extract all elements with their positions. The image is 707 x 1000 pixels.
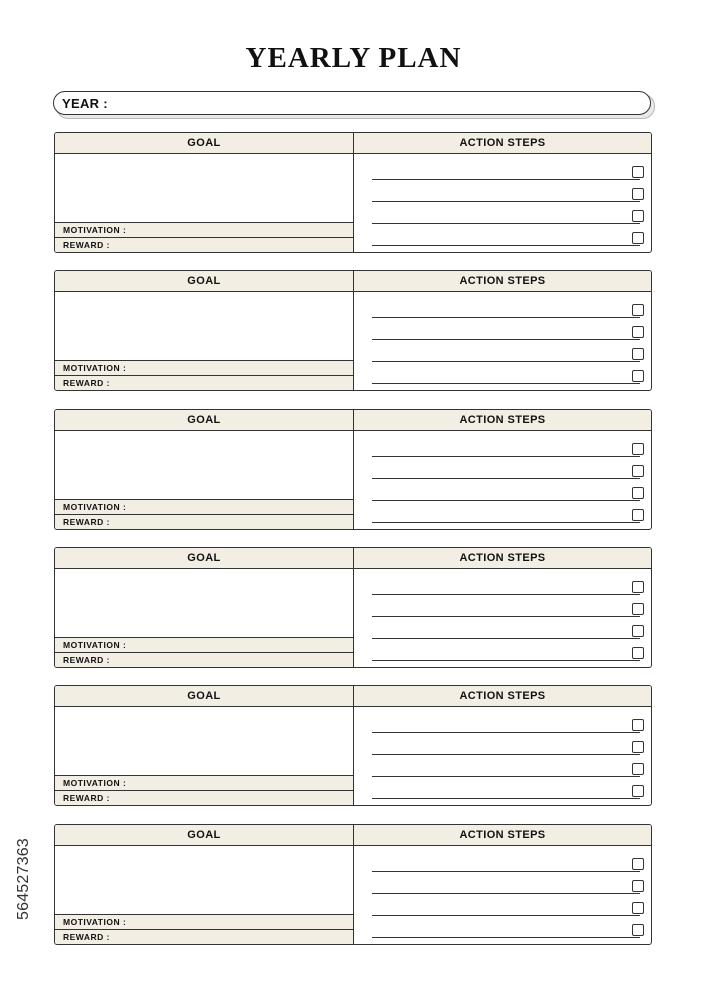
action-step-line[interactable] [372, 245, 640, 246]
action-step-line[interactable] [372, 915, 640, 916]
action-step-checkbox[interactable] [632, 741, 644, 753]
goal-card [54, 409, 652, 530]
column-divider [353, 825, 354, 944]
side-code-text: 564527363 [15, 838, 32, 920]
action-step-line[interactable] [372, 937, 640, 938]
column-divider [353, 686, 354, 805]
action-step-line[interactable] [372, 500, 640, 501]
reward-row[interactable]: REWARD : [55, 929, 353, 945]
action-step-checkbox[interactable] [632, 719, 644, 731]
action-steps-header: ACTION STEPS [459, 275, 546, 287]
year-field-box[interactable] [53, 91, 651, 115]
action-step-checkbox[interactable] [632, 326, 644, 338]
action-steps-header: ACTION STEPS [459, 137, 546, 149]
action-steps-header: ACTION STEPS [459, 414, 546, 426]
goal-header: GOAL [187, 552, 221, 564]
action-step-line[interactable] [372, 893, 640, 894]
goal-header: GOAL [187, 275, 221, 287]
motivation-row[interactable]: MOTIVATION : [55, 775, 353, 790]
motivation-row[interactable]: MOTIVATION : [55, 360, 353, 375]
action-step-line[interactable] [372, 660, 640, 661]
action-step-line[interactable] [372, 754, 640, 755]
action-step-checkbox[interactable] [632, 924, 644, 936]
action-steps-header: ACTION STEPS [459, 829, 546, 841]
action-step-line[interactable] [372, 361, 640, 362]
action-step-line[interactable] [372, 223, 640, 224]
year-label: YEAR : [62, 96, 108, 111]
action-step-line[interactable] [372, 594, 640, 595]
column-divider [353, 548, 354, 667]
action-step-checkbox[interactable] [632, 581, 644, 593]
action-step-checkbox[interactable] [632, 188, 644, 200]
column-divider [353, 271, 354, 390]
action-step-line[interactable] [372, 179, 640, 180]
reward-row[interactable]: REWARD : [55, 237, 353, 253]
action-step-checkbox[interactable] [632, 509, 644, 521]
reward-row[interactable]: REWARD : [55, 375, 353, 391]
goal-card [54, 270, 652, 391]
column-divider [353, 410, 354, 529]
action-step-line[interactable] [372, 383, 640, 384]
action-step-line[interactable] [372, 616, 640, 617]
action-step-line[interactable] [372, 456, 640, 457]
action-step-line[interactable] [372, 732, 640, 733]
goal-card [54, 547, 652, 668]
goal-header: GOAL [187, 137, 221, 149]
action-step-checkbox[interactable] [632, 304, 644, 316]
motivation-row[interactable]: MOTIVATION : [55, 637, 353, 652]
goal-header: GOAL [187, 690, 221, 702]
action-step-checkbox[interactable] [632, 210, 644, 222]
action-step-line[interactable] [372, 638, 640, 639]
action-step-line[interactable] [372, 201, 640, 202]
goal-card [54, 685, 652, 806]
motivation-row[interactable]: MOTIVATION : [55, 222, 353, 237]
side-code [12, 760, 36, 920]
action-step-line[interactable] [372, 522, 640, 523]
action-step-checkbox[interactable] [632, 858, 644, 870]
action-step-checkbox[interactable] [632, 487, 644, 499]
action-step-line[interactable] [372, 776, 640, 777]
action-step-checkbox[interactable] [632, 880, 644, 892]
action-step-line[interactable] [372, 339, 640, 340]
goal-card [54, 132, 652, 253]
action-step-line[interactable] [372, 871, 640, 872]
action-step-checkbox[interactable] [632, 443, 644, 455]
action-steps-header: ACTION STEPS [459, 552, 546, 564]
action-step-checkbox[interactable] [632, 902, 644, 914]
action-steps-header: ACTION STEPS [459, 690, 546, 702]
reward-row[interactable]: REWARD : [55, 652, 353, 668]
action-step-checkbox[interactable] [632, 348, 644, 360]
motivation-row[interactable]: MOTIVATION : [55, 914, 353, 929]
action-step-line[interactable] [372, 798, 640, 799]
action-step-checkbox[interactable] [632, 603, 644, 615]
page-title: YEARLY PLAN [245, 42, 462, 74]
action-step-line[interactable] [372, 317, 640, 318]
action-step-checkbox[interactable] [632, 763, 644, 775]
goal-header: GOAL [187, 829, 221, 841]
year-field[interactable] [53, 91, 653, 117]
motivation-row[interactable]: MOTIVATION : [55, 499, 353, 514]
goal-card [54, 824, 652, 945]
action-step-checkbox[interactable] [632, 465, 644, 477]
action-step-line[interactable] [372, 478, 640, 479]
action-step-checkbox[interactable] [632, 370, 644, 382]
action-step-checkbox[interactable] [632, 232, 644, 244]
action-step-checkbox[interactable] [632, 785, 644, 797]
action-step-checkbox[interactable] [632, 166, 644, 178]
action-step-checkbox[interactable] [632, 647, 644, 659]
action-step-checkbox[interactable] [632, 625, 644, 637]
goal-header: GOAL [187, 414, 221, 426]
reward-row[interactable]: REWARD : [55, 514, 353, 530]
column-divider [353, 133, 354, 252]
reward-row[interactable]: REWARD : [55, 790, 353, 806]
